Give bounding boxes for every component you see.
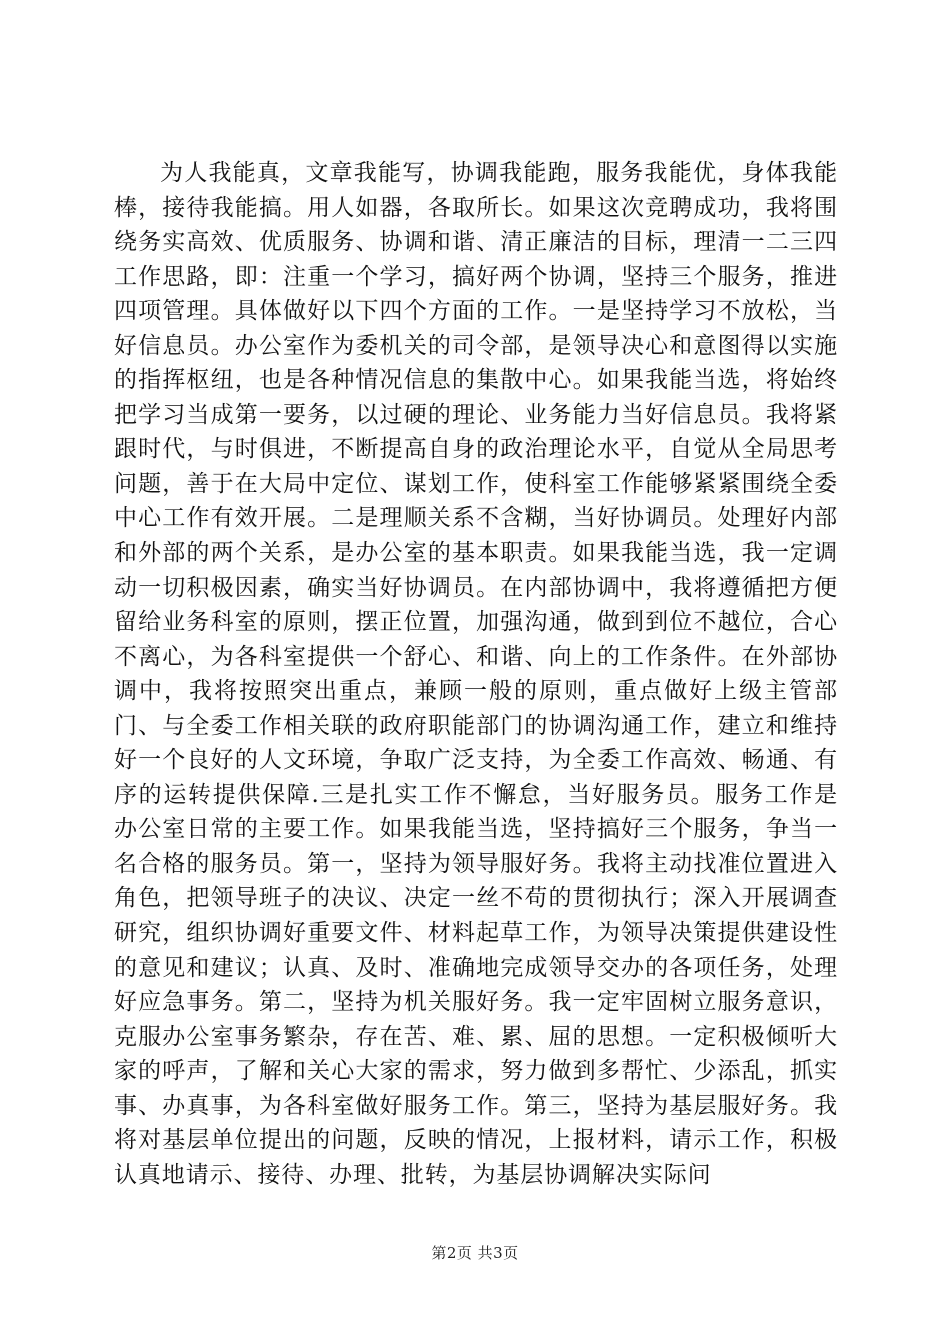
body-paragraph: 为人我能真，文章我能写，协调我能跑，服务我能优，身体我能棒，接待我能搞。用人如器，各取所长。如果这次竞聘成功，我将围绕务实高效、优质服务、协调和谐、清正廉洁的目标，理清一二三四工作思路，即：注重一个学习，搞好两个协调，坚持三个服务，推进四项管理。具体做好以下四个方面的工作。一是坚持学习不放松，当好信息员。办公室作为委机关的司令部，是领导决心和意图得以实施的指挥枢纽，也是各种情况信息的集散中心。如果我能当选，将始终把学习当成第一要务，以过硬的理论、业务能力当好信息员。我将紧跟时代，与时俱进，不断提高自身的政治理论水平，自觉从全局思考问题，善于在大局中定位、谋划工作，使科室工作能够紧紧围绕全委中心工作有效开展。二是理顺关系不含糊，当好协调员。处理好内部和外部的两个关系，是办公室的基本职责。如果我能当选，我一定调动一切积极因素，确实当好协调员。在内部协调中，我将遵循把方便留给业务科室的原则，摆正位置，加强沟通，做到到位不越位，合心不离心，为各科室提供一个舒心、和谐、向上的工作条件。在外部协调中，我将按照突出重点，兼顾一般的原则，重点做好上级主管部门、与全委工作相关联的政府职能部门的协调沟通工作，建立和维持好一个良好的人文环境，争取广泛支持，为全委工作高效、畅通、有序的运转提供保障.三是扎实工作不懈怠，当好服务员。服务工作是办公室日常的主要工作。如果我能当选，坚持搞好三个服务，争当一名合格的服务员。第一，坚持为领导服好务。我将主动找准位置进入角色，把领导班子的决议、决定一丝不苟的贯彻执行；深入开展调查研究，组织协调好重要文件、材料起草工作，为领导决策提供建设性的意见和建议；认真、及时、准确地完成领导交办的各项任务，处理好应急事务。第二，坚持为机关服好务。我一定牢固树立服务意识，克服办公室事务繁杂，存在苦、难、累、屈的思想。一定积极倾听大家的呼声，了解和关心大家的需求，努力做到多帮忙、少添乱，抓实事、办真事，为各科室做好服务工作。第三，坚持为基层服好务。我将对基层单位提出的问题，反映的情况，上报材料，请示工作，积极认真地请示、接待、办理、批转，为基层协调解决实际问: [114, 160, 838, 1188]
page-number-footer: 第2页 共3页: [431, 1244, 519, 1262]
